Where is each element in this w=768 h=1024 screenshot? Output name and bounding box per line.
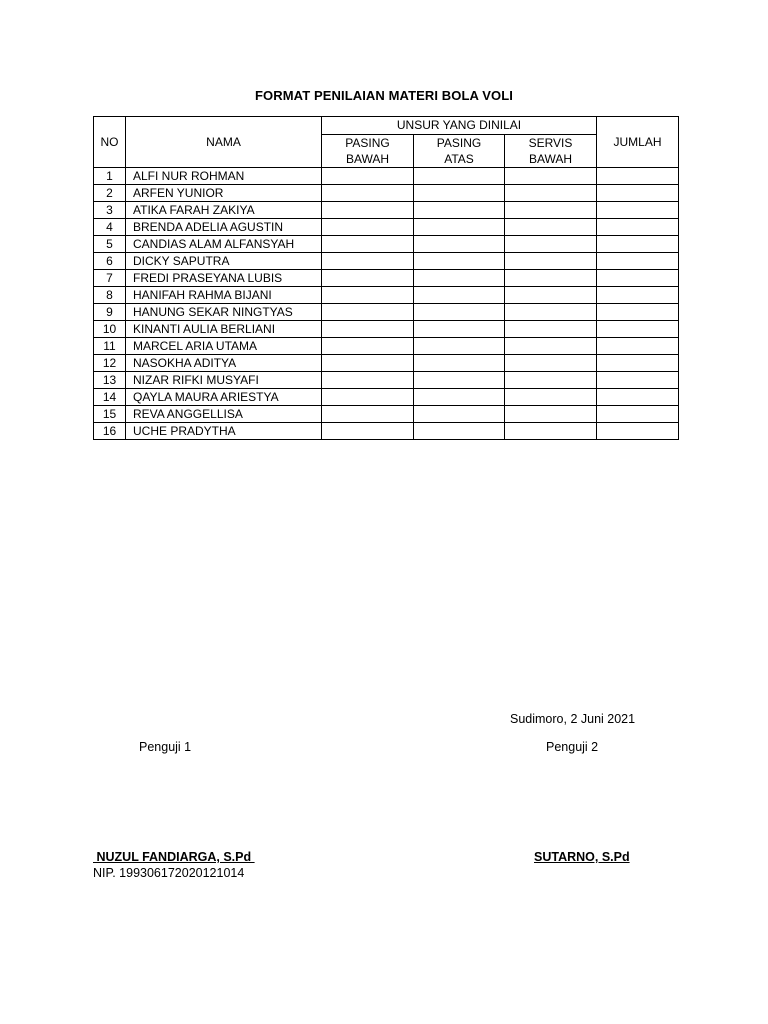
- table-row: [94, 389, 679, 406]
- table-body: [94, 168, 679, 440]
- score-pasing-atas: [414, 321, 505, 338]
- table-row: [94, 287, 679, 304]
- place-date: Sudimoro, 2 Juni 2021: [510, 712, 636, 726]
- score-total: [597, 202, 679, 219]
- student-name: ALFI NUR ROHMAN: [126, 168, 322, 185]
- table-row: [94, 270, 679, 287]
- score-servis-bawah: [505, 287, 597, 304]
- row-number: 13: [94, 372, 126, 389]
- student-name: MARCEL ARIA UTAMA: [126, 338, 322, 355]
- table-row: [94, 423, 679, 440]
- score-pasing-bawah: [322, 321, 414, 338]
- header-pasing-atas: [414, 135, 505, 168]
- table-row: [94, 355, 679, 372]
- student-name: HANIFAH RAHMA BIJANI: [126, 287, 322, 304]
- row-number: 7: [94, 270, 126, 287]
- header-pasing-bawah: [322, 135, 414, 168]
- score-servis-bawah: [505, 372, 597, 389]
- row-number: 10: [94, 321, 126, 338]
- score-total: [597, 304, 679, 321]
- assessment-table: [93, 116, 679, 440]
- score-total: [597, 287, 679, 304]
- score-total: [597, 270, 679, 287]
- table-row: [94, 321, 679, 338]
- examiner-1-name: NUZUL FANDIARGA, S.Pd: [93, 850, 255, 864]
- score-pasing-bawah: [322, 219, 414, 236]
- score-pasing-atas: [414, 270, 505, 287]
- student-name: ARFEN YUNIOR: [126, 185, 322, 202]
- table-row: [94, 338, 679, 355]
- score-total: [597, 168, 679, 185]
- row-number: 16: [94, 423, 126, 440]
- score-pasing-atas: [414, 304, 505, 321]
- table-row: [94, 219, 679, 236]
- score-total: [597, 236, 679, 253]
- score-pasing-bawah: [322, 355, 414, 372]
- student-name: KINANTI AULIA BERLIANI: [126, 321, 322, 338]
- score-servis-bawah: [505, 253, 597, 270]
- table-row: [94, 372, 679, 389]
- header-line: BAWAH: [528, 152, 573, 166]
- score-pasing-atas: [414, 338, 505, 355]
- examiner-2-label: Penguji 2: [546, 740, 599, 754]
- table-header-row: [94, 117, 679, 135]
- header-line: BAWAH: [345, 152, 390, 166]
- row-number: 11: [94, 338, 126, 355]
- examiner-1-label: Penguji 1: [139, 740, 192, 754]
- row-number: 9: [94, 304, 126, 321]
- student-name: FREDI PRASEYANA LUBIS: [126, 270, 322, 287]
- table-row: [94, 168, 679, 185]
- score-pasing-atas: [414, 372, 505, 389]
- student-name: NASOKHA ADITYA: [126, 355, 322, 372]
- score-pasing-atas: [414, 355, 505, 372]
- examiner-1-nip: NIP. 199306172020121014: [93, 866, 245, 880]
- score-pasing-bawah: [322, 236, 414, 253]
- student-name: REVA ANGGELLISA: [126, 406, 322, 423]
- score-total: [597, 321, 679, 338]
- score-servis-bawah: [505, 304, 597, 321]
- student-name: NIZAR RIFKI MUSYAFI: [126, 372, 322, 389]
- table-row: [94, 236, 679, 253]
- score-servis-bawah: [505, 338, 597, 355]
- student-name: CANDIAS ALAM ALFANSYAH: [126, 236, 322, 253]
- student-name: DICKY SAPUTRA: [126, 253, 322, 270]
- score-pasing-bawah: [322, 270, 414, 287]
- score-servis-bawah: [505, 321, 597, 338]
- score-pasing-atas: [414, 202, 505, 219]
- score-pasing-atas: [414, 185, 505, 202]
- header-total: JUMLAH: [597, 117, 679, 168]
- score-pasing-bawah: [322, 168, 414, 185]
- table-row: [94, 406, 679, 423]
- student-name: UCHE PRADYTHA: [126, 423, 322, 440]
- score-total: [597, 406, 679, 423]
- row-number: 15: [94, 406, 126, 423]
- header-name: NAMA: [126, 117, 322, 168]
- table-row: [94, 202, 679, 219]
- score-pasing-atas: [414, 253, 505, 270]
- score-total: [597, 423, 679, 440]
- table-row: [94, 185, 679, 202]
- score-pasing-bawah: [322, 338, 414, 355]
- row-number: 4: [94, 219, 126, 236]
- score-pasing-atas: [414, 423, 505, 440]
- header-assessed-elements: UNSUR YANG DINILAI: [322, 117, 597, 135]
- student-name: HANUNG SEKAR NINGTYAS: [126, 304, 322, 321]
- student-name: ATIKA FARAH ZAKIYA: [126, 202, 322, 219]
- row-number: 3: [94, 202, 126, 219]
- score-pasing-bawah: [322, 423, 414, 440]
- score-pasing-bawah: [322, 389, 414, 406]
- score-total: [597, 338, 679, 355]
- header-line: ATAS: [444, 152, 474, 166]
- row-number: 14: [94, 389, 126, 406]
- score-total: [597, 355, 679, 372]
- score-pasing-atas: [414, 219, 505, 236]
- score-total: [597, 185, 679, 202]
- score-servis-bawah: [505, 202, 597, 219]
- header-line: PASING: [345, 136, 390, 150]
- score-servis-bawah: [505, 236, 597, 253]
- score-pasing-bawah: [322, 287, 414, 304]
- student-name: QAYLA MAURA ARIESTYA: [126, 389, 322, 406]
- row-number: 1: [94, 168, 126, 185]
- document-title: FORMAT PENILAIAN MATERI BOLA VOLI: [255, 88, 513, 103]
- table-row: [94, 304, 679, 321]
- score-servis-bawah: [505, 355, 597, 372]
- score-servis-bawah: [505, 168, 597, 185]
- score-servis-bawah: [505, 185, 597, 202]
- score-pasing-bawah: [322, 406, 414, 423]
- score-servis-bawah: [505, 219, 597, 236]
- examiner-2-name: SUTARNO, S.Pd: [534, 850, 630, 864]
- score-pasing-bawah: [322, 253, 414, 270]
- row-number: 2: [94, 185, 126, 202]
- score-pasing-atas: [414, 389, 505, 406]
- score-pasing-atas: [414, 406, 505, 423]
- score-pasing-atas: [414, 287, 505, 304]
- score-pasing-bawah: [322, 372, 414, 389]
- score-servis-bawah: [505, 389, 597, 406]
- score-pasing-bawah: [322, 202, 414, 219]
- header-no: NO: [94, 117, 126, 168]
- score-servis-bawah: [505, 423, 597, 440]
- table-row: [94, 253, 679, 270]
- score-total: [597, 253, 679, 270]
- score-pasing-atas: [414, 168, 505, 185]
- header-line: PASING: [436, 136, 482, 150]
- score-pasing-atas: [414, 236, 505, 253]
- header-line: SERVIS: [528, 136, 573, 150]
- score-total: [597, 389, 679, 406]
- header-servis-bawah: [505, 135, 597, 168]
- score-pasing-bawah: [322, 304, 414, 321]
- row-number: 12: [94, 355, 126, 372]
- row-number: 5: [94, 236, 126, 253]
- score-pasing-bawah: [322, 185, 414, 202]
- score-total: [597, 219, 679, 236]
- score-servis-bawah: [505, 406, 597, 423]
- student-name: BRENDA ADELIA AGUSTIN: [126, 219, 322, 236]
- row-number: 8: [94, 287, 126, 304]
- score-servis-bawah: [505, 270, 597, 287]
- row-number: 6: [94, 253, 126, 270]
- score-total: [597, 372, 679, 389]
